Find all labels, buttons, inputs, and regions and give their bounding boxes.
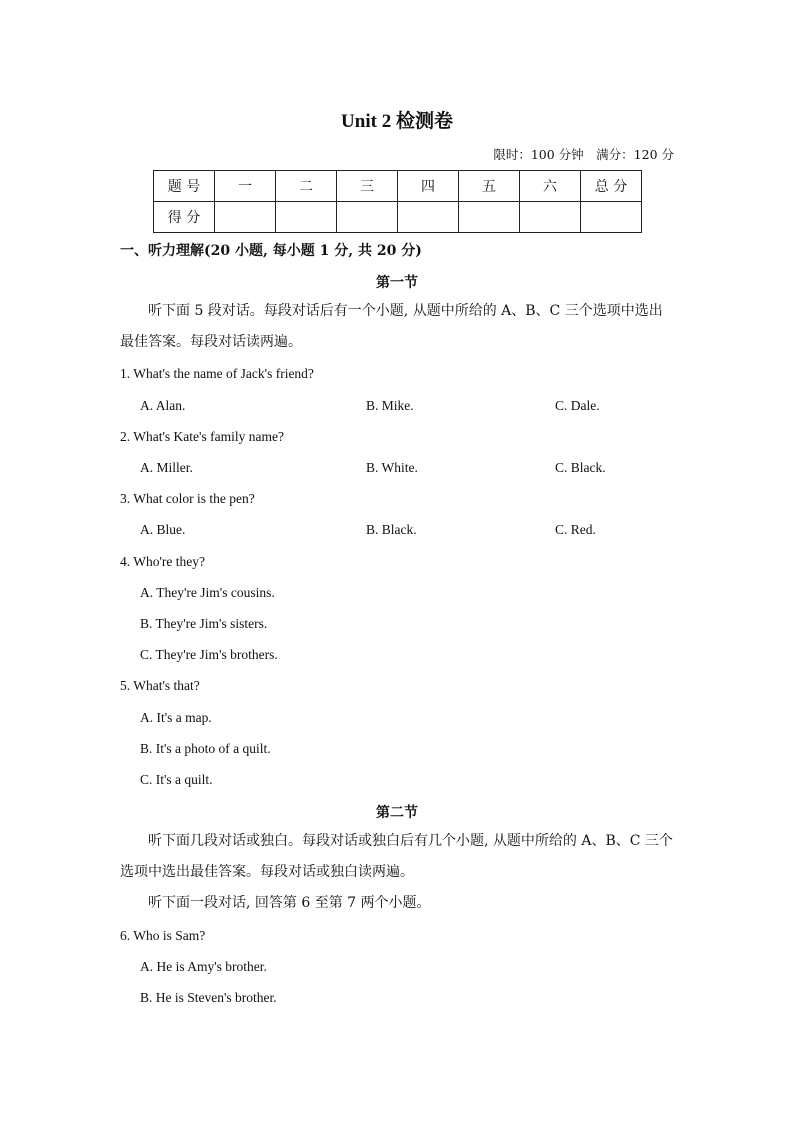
table-cell: 三 [337, 171, 398, 202]
table-row [154, 202, 642, 233]
score-input-cell[interactable] [276, 202, 337, 233]
option-c[interactable]: C. They're Jim's brothers. [140, 647, 278, 662]
option-c[interactable]: C. Dale. [555, 398, 600, 413]
option-b[interactable]: B. It's a photo of a quilt. [140, 741, 271, 756]
table-cell: 五 [459, 171, 520, 202]
option-b[interactable]: B. They're Jim's sisters. [140, 616, 268, 631]
score-input-cell[interactable] [398, 202, 459, 233]
question: 2. What's Kate's family name? [120, 429, 284, 444]
part-title: 第一节 [376, 275, 418, 291]
question: 6. Who is Sam? [120, 928, 206, 943]
table-cell: 六 [520, 171, 581, 202]
option-a[interactable]: A. He is Amy's brother. [140, 959, 267, 974]
time-limit: 限时：100 分钟 满分：120 分 [493, 147, 674, 162]
score-input-cell[interactable] [581, 202, 642, 233]
option-c[interactable]: C. Black. [555, 460, 606, 475]
table-cell: 二 [276, 171, 337, 202]
instruction: 听下面几段对话或独白。每段对话或独白后有几个小题, 从题中所给的 A、B、C 三个选项中选出最佳答案。每段对话或独白读两遍。 [120, 833, 673, 880]
option-b[interactable]: B. White. [366, 460, 418, 475]
question: 1. What's the name of Jack's friend? [120, 366, 314, 381]
page-title: Unit 2 检测卷 [341, 111, 453, 132]
table-cell: 得 分 [154, 202, 215, 233]
option-c[interactable]: C. Red. [555, 522, 596, 537]
score-input-cell[interactable] [337, 202, 398, 233]
option-c[interactable]: C. It's a quilt. [140, 772, 213, 787]
score-input-cell[interactable] [215, 202, 276, 233]
option-a[interactable]: A. They're Jim's cousins. [140, 585, 275, 600]
table-cell: 题 号 [154, 171, 215, 202]
score-input-cell[interactable] [520, 202, 581, 233]
option-a[interactable]: A. It's a map. [140, 710, 212, 725]
score-input-cell[interactable] [459, 202, 520, 233]
section-heading: 一、听力理解(20 小题, 每小题 1 分, 共 20 分) [120, 243, 422, 259]
question: 4. Who're they? [120, 554, 206, 569]
option-b[interactable]: B. Black. [366, 522, 417, 537]
question: 5. What's that? [120, 678, 200, 693]
score-table [153, 170, 642, 233]
option-a[interactable]: A. Blue. [140, 522, 186, 537]
option-a[interactable]: A. Miller. [140, 460, 193, 475]
question: 3. What color is the pen? [120, 491, 255, 506]
table-row [154, 171, 642, 202]
sub-instruction: 听下面一段对话, 回答第 6 至第 7 两个小题。 [148, 895, 431, 911]
table-cell: 一 [215, 171, 276, 202]
instruction: 听下面 5 段对话。每段对话后有一个小题, 从题中所给的 A、B、C 三个选项中选出最佳答案。每段对话读两遍。 [120, 303, 663, 350]
table-cell: 四 [398, 171, 459, 202]
part-title: 第二节 [376, 805, 418, 821]
option-a[interactable]: A. Alan. [140, 398, 186, 413]
table-cell: 总 分 [581, 171, 642, 202]
option-b[interactable]: B. He is Steven's brother. [140, 990, 277, 1005]
option-b[interactable]: B. Mike. [366, 398, 414, 413]
